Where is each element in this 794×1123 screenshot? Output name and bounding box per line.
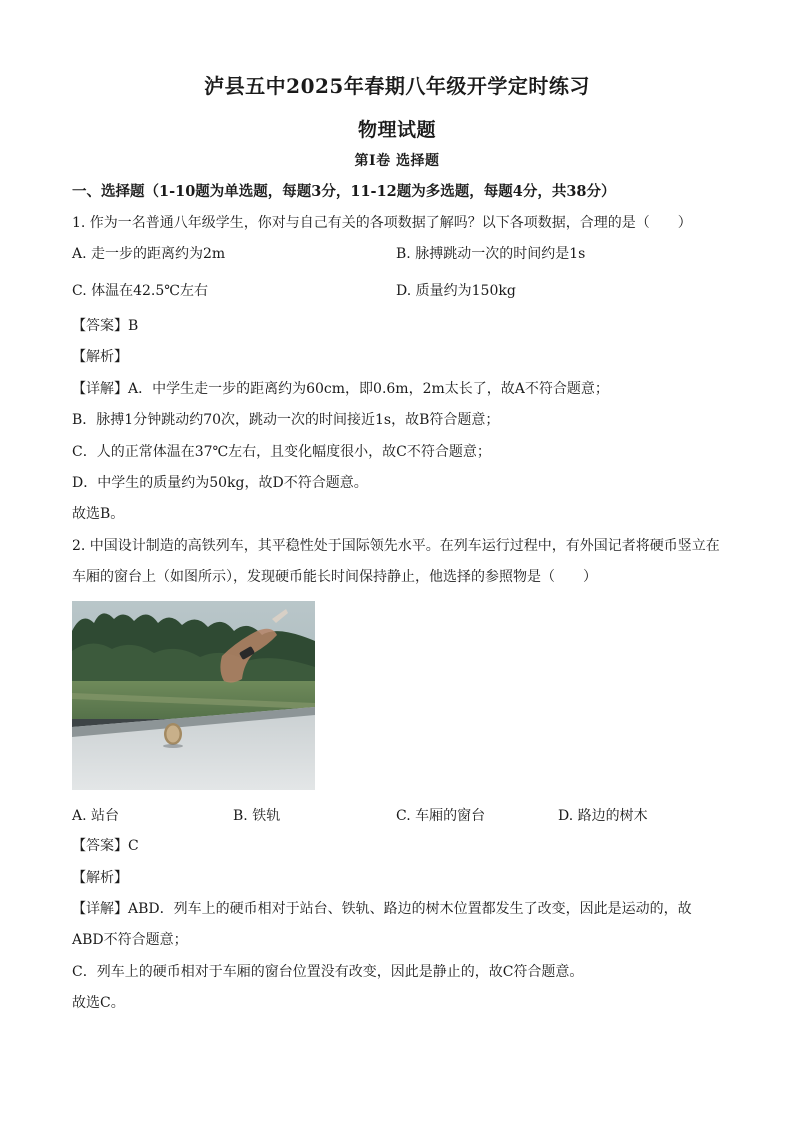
- q1-option-c: C. 体温在42.5℃左右: [72, 283, 208, 299]
- q2-conclusion: 故选C。: [72, 995, 125, 1011]
- q2-detail-1: 【详解】ABD．列车上的硬币相对于站台、铁轨、路边的树木位置都发生了改变，因此是运动的，故: [72, 901, 692, 917]
- q2-option-c: C. 车厢的窗台: [396, 808, 486, 824]
- q1-detail-1: 【详解】A．中学生走一步的距离约为60cm，即0.6m，2m太长了，故A不符合题意；: [72, 381, 609, 397]
- volume-title: 第Ⅰ卷 选择题: [354, 153, 440, 169]
- q1-option-d: D. 质量约为150kg: [396, 283, 516, 299]
- q2-stem-line2: 车厢的窗台上（如图所示），发现硬币能长时间保持静止，他选择的参照物是（ ）: [72, 569, 597, 585]
- q1-stem: 1. 作为一名普通八年级学生，你对与自己有关的各项数据了解吗？以下各项数据，合理的是（ ）: [72, 215, 692, 231]
- q2-detail-3: C．列车上的硬币相对于车厢的窗台位置没有改变，因此是静止的，故C符合题意。: [72, 964, 584, 980]
- q2-option-d: D. 路边的树木: [558, 808, 648, 824]
- subject-title: 物理试题: [357, 119, 436, 141]
- exam-title: 泸县五中2025年春期八年级开学定时练习: [204, 74, 590, 98]
- q1-answer: 【答案】B: [72, 318, 139, 334]
- q1-option-b: B. 脉搏跳动一次的时间约是1s: [396, 246, 586, 262]
- q1-option-a: A. 走一步的距离约为2m: [72, 246, 226, 262]
- q1-conclusion: 故选B。: [72, 506, 125, 522]
- q1-analysis-label: 【解析】: [72, 349, 128, 365]
- q2-option-a: A. 站台: [72, 808, 120, 824]
- q1-detail-2: B．脉搏1分钟跳动约70次，跳动一次的时间接近1s，故B符合题意；: [72, 412, 500, 428]
- train-coin-photo: [72, 601, 315, 790]
- q1-detail-3: C．人的正常体温在37℃左右，且变化幅度很小，故C不符合题意；: [72, 444, 491, 460]
- q1-detail-4: D．中学生的质量约为50kg，故D不符合题意。: [72, 475, 368, 491]
- q2-stem-line1: 2. 中国设计制造的高铁列车，其平稳性处于国际领先水平。在列车运行过程中，有外国记者将硬币竖立在: [72, 538, 720, 554]
- q2-option-b: B. 铁轨: [233, 808, 281, 824]
- q2-detail-2: ABD不符合题意；: [72, 932, 188, 948]
- section-heading: 一、选择题（1-10题为单选题，每题3分，11-12题为多选题，每题4分，共38分）: [72, 183, 616, 200]
- q2-analysis-label: 【解析】: [72, 870, 128, 886]
- q2-answer: 【答案】C: [72, 838, 139, 854]
